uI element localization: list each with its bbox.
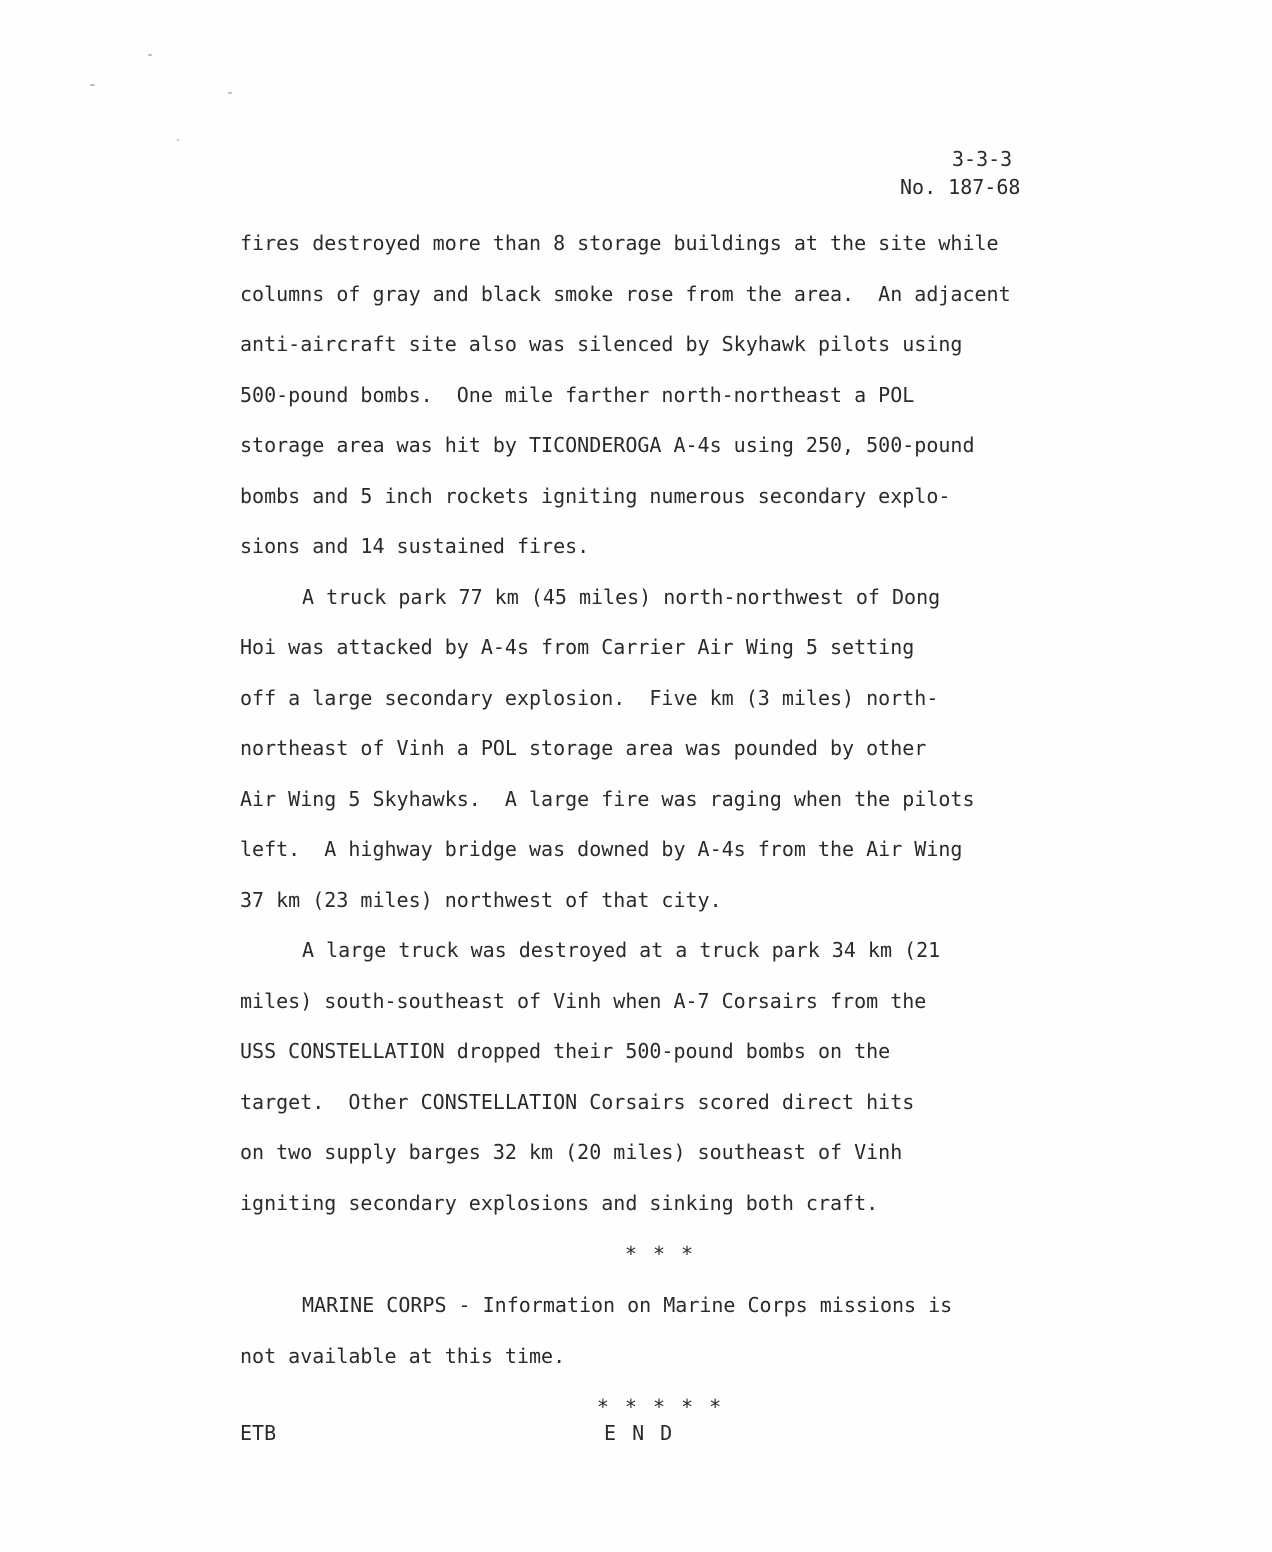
text-line: northeast of Vinh a POL storage area was pounded by other [240,736,927,760]
text-line: target. Other CONSTELLATION Corsairs scored direct hits [240,1089,915,1114]
document-body [240,218,1070,1433]
text-line: on two supply barges 32 km (20 miles) southeast of Vinh [240,1140,903,1164]
text-line: 37 km (23 miles) northwest of that city. [240,887,722,912]
text-line: MARINE CORPS - Information on Marine Corps missions is [302,1293,953,1317]
document-footer [240,1418,1070,1448]
section-separator: * * * [624,1242,696,1266]
text-line: 500-pound bombs. One mile farther north-northeast a POL [240,382,915,407]
end-mark: E N D [604,1421,675,1445]
page-number: 3-3-3 [952,147,1013,171]
paragraph-continuation [240,218,1070,572]
typist-initials: ETB [240,1421,277,1445]
text-line: left. A highway bridge was downed by A-4s from the Air Wing [240,837,963,861]
paragraph-truck-park [240,572,1070,926]
text-line: A truck park 77 km (45 miles) north-northwest of Dong [302,584,941,609]
release-number: No. 187-68 [900,175,1021,199]
text-line: storage area was hit by TICONDEROGA A-4s using 250, 500-pound [240,433,975,457]
text-line: fires destroyed more than 8 storage buildings at the site while [240,231,999,255]
text-line: sions and 14 sustained fires. [240,534,590,558]
closing-separator: * * * * * [596,1395,724,1419]
text-line: not available at this time. [240,1343,566,1368]
paper-speck [148,54,152,56]
text-line: USS CONSTELLATION dropped their 500-pound bombs on the [240,1039,891,1063]
text-line: Hoi was attacked by A-4s from Carrier Air Wing 5 setting [240,635,915,659]
paper-speck [228,92,232,94]
text-line: A large truck was destroyed at a truck park 34 km (21 [302,938,941,962]
text-line: columns of gray and black smoke rose from the area. An adjacent [240,281,1011,306]
paragraph-marine-corps [240,1280,1070,1381]
text-line: bombs and 5 inch rockets igniting numerous secondary explo- [240,483,951,508]
text-line: miles) south-southeast of Vinh when A-7 Corsairs from the [240,988,927,1013]
paragraph-corsairs [240,925,1070,1228]
paper-speck [177,139,179,141]
text-line: Air Wing 5 Skyhawks. A large fire was raging when the pilots [240,786,975,811]
text-line: off a large secondary explosion. Five km (3 miles) north- [240,685,939,710]
text-line: igniting secondary explosions and sinking both craft. [240,1190,879,1215]
text-line: anti-aircraft site also was silenced by Skyhawk pilots using [240,332,963,356]
page-reference [900,145,1040,201]
paper-speck [90,84,95,86]
